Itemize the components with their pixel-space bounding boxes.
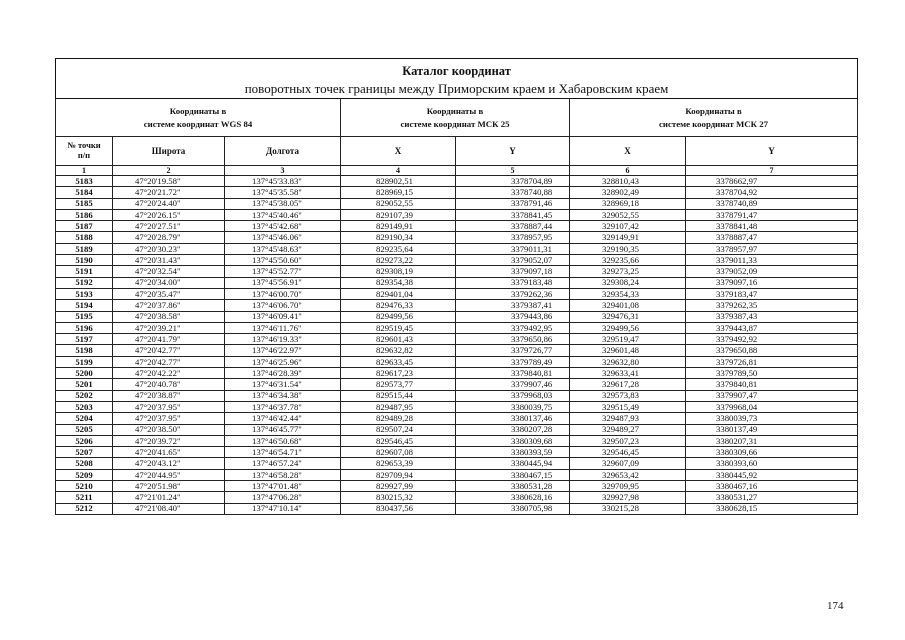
y-msk25-cell: 3379650,86	[456, 334, 570, 345]
table-row	[56, 458, 858, 469]
longitude-cell: 137°45'48.63"	[225, 243, 341, 254]
y-msk27-cell: 3378887,47	[686, 232, 858, 243]
column-number: 1	[56, 166, 113, 176]
latitude-cell: 47°20'43.12"	[113, 458, 225, 469]
x-msk27-cell: 329607,09	[570, 458, 686, 469]
table-row	[56, 401, 858, 412]
latitude-cell: 47°21'01.24"	[113, 492, 225, 503]
x-msk25-cell: 829107,39	[341, 209, 456, 220]
y-msk25-cell: 3379726,77	[456, 345, 570, 356]
x-msk25-cell: 829573,77	[341, 379, 456, 390]
longitude-cell: 137°46'00.70"	[225, 288, 341, 299]
latitude-cell: 47°20'27.51"	[113, 221, 225, 232]
y-msk25-cell: 3380309,68	[456, 435, 570, 446]
point-number-cell: 5199	[56, 356, 113, 367]
column-number-row	[56, 166, 858, 176]
y-msk27-cell: 3380039,73	[686, 413, 858, 424]
x-msk27-cell: 329354,33	[570, 288, 686, 299]
column-number: 3	[225, 166, 341, 176]
point-number-cell: 5193	[56, 288, 113, 299]
table-row	[56, 424, 858, 435]
coordinate-table	[55, 58, 858, 515]
x-msk25-cell: 829617,23	[341, 368, 456, 379]
longitude-cell: 137°46'25.96"	[225, 356, 341, 367]
latitude-cell: 47°20'51.98"	[113, 481, 225, 492]
y-msk25-cell: 3380393,59	[456, 447, 570, 458]
y-msk25-cell: 3379907,46	[456, 379, 570, 390]
longitude-cell: 137°46'58.28"	[225, 469, 341, 480]
y-msk27-cell: 3380531,27	[686, 492, 858, 503]
latitude-cell: 47°20'37.95"	[113, 401, 225, 412]
y-msk27-cell: 3379443,87	[686, 322, 858, 333]
column-header-x-msk25: X	[341, 137, 456, 166]
table-row	[56, 334, 858, 345]
point-number-cell: 5210	[56, 481, 113, 492]
x-msk25-cell: 829653,39	[341, 458, 456, 469]
latitude-cell: 47°20'26.15"	[113, 209, 225, 220]
y-msk27-cell: 3380137,49	[686, 424, 858, 435]
x-msk27-cell: 329107,42	[570, 221, 686, 232]
longitude-cell: 137°47'01.48"	[225, 481, 341, 492]
column-header-lat: Широта	[113, 137, 225, 166]
y-msk25-cell: 3378704,89	[456, 176, 570, 187]
table-title-cell	[56, 59, 858, 99]
x-msk27-cell: 329632,80	[570, 356, 686, 367]
x-msk27-cell: 330215,28	[570, 503, 686, 514]
table-row	[56, 176, 858, 187]
y-msk25-cell: 3380207,28	[456, 424, 570, 435]
longitude-cell: 137°46'09.41"	[225, 311, 341, 322]
x-msk25-cell: 829354,38	[341, 277, 456, 288]
point-number-cell: 5198	[56, 345, 113, 356]
latitude-cell: 47°20'39.72"	[113, 435, 225, 446]
point-number-cell: 5197	[56, 334, 113, 345]
point-number-cell: 5183	[56, 176, 113, 187]
longitude-cell: 137°46'50.68"	[225, 435, 341, 446]
longitude-cell: 137°45'38.05"	[225, 198, 341, 209]
catalog-title: Каталог координат	[402, 64, 511, 79]
table-row	[56, 198, 858, 209]
group-header-msk25: Координаты в системе координат МСК 25	[341, 99, 570, 137]
longitude-cell: 137°46'11.76"	[225, 322, 341, 333]
y-msk25-cell: 3379097,18	[456, 266, 570, 277]
longitude-cell: 137°45'50.60"	[225, 255, 341, 266]
x-msk27-cell: 329617,28	[570, 379, 686, 390]
longitude-cell: 137°46'57.24"	[225, 458, 341, 469]
longitude-cell: 137°45'33.83"	[225, 176, 341, 187]
x-msk27-cell: 329515,49	[570, 401, 686, 412]
y-msk25-cell: 3378957,95	[456, 232, 570, 243]
y-msk27-cell: 3379387,43	[686, 311, 858, 322]
x-msk25-cell: 828969,15	[341, 187, 456, 198]
table-row	[56, 492, 858, 503]
point-number-cell: 5208	[56, 458, 113, 469]
longitude-cell: 137°46'28.39"	[225, 368, 341, 379]
table-row	[56, 232, 858, 243]
table-row	[56, 243, 858, 254]
point-number-cell: 5188	[56, 232, 113, 243]
y-msk25-cell: 3378841,45	[456, 209, 570, 220]
y-msk25-cell: 3380137,46	[456, 413, 570, 424]
latitude-cell: 47°20'44.95"	[113, 469, 225, 480]
x-msk27-cell: 329709,95	[570, 481, 686, 492]
latitude-cell: 47°20'32.54"	[113, 266, 225, 277]
y-msk27-cell: 3379650,88	[686, 345, 858, 356]
table-row	[56, 390, 858, 401]
x-msk25-cell: 829709,94	[341, 469, 456, 480]
latitude-cell: 47°20'35.47"	[113, 288, 225, 299]
latitude-cell: 47°20'37.86"	[113, 300, 225, 311]
x-msk25-cell: 829190,34	[341, 232, 456, 243]
y-msk27-cell: 3379789,50	[686, 368, 858, 379]
point-number-cell: 5203	[56, 401, 113, 412]
longitude-cell: 137°46'19.33"	[225, 334, 341, 345]
x-msk27-cell: 329190,35	[570, 243, 686, 254]
x-msk25-cell: 829507,24	[341, 424, 456, 435]
latitude-cell: 47°20'34.00"	[113, 277, 225, 288]
table-row	[56, 209, 858, 220]
column-header-point: № точки п/п	[56, 137, 113, 166]
point-number-cell: 5192	[56, 277, 113, 288]
y-msk27-cell: 3379097,16	[686, 277, 858, 288]
x-msk27-cell: 329653,42	[570, 469, 686, 480]
y-msk25-cell: 3380039,75	[456, 401, 570, 412]
y-msk25-cell: 3380705,98	[456, 503, 570, 514]
column-number: 6	[570, 166, 686, 176]
x-msk27-cell: 329546,45	[570, 447, 686, 458]
longitude-cell: 137°47'10.14"	[225, 503, 341, 514]
latitude-cell: 47°20'24.40"	[113, 198, 225, 209]
x-msk27-cell: 329489,27	[570, 424, 686, 435]
latitude-cell: 47°20'38.87"	[113, 390, 225, 401]
x-msk27-cell: 329052,55	[570, 209, 686, 220]
table-row	[56, 503, 858, 514]
x-msk25-cell: 829519,45	[341, 322, 456, 333]
point-number-cell: 5207	[56, 447, 113, 458]
column-header-x-msk27: X	[570, 137, 686, 166]
y-msk25-cell: 3379789,49	[456, 356, 570, 367]
x-msk27-cell: 329235,66	[570, 255, 686, 266]
y-msk25-cell: 3379262,36	[456, 288, 570, 299]
column-header-y-msk27: Y	[686, 137, 858, 166]
y-msk27-cell: 3379052,09	[686, 266, 858, 277]
y-msk27-cell: 3378704,92	[686, 187, 858, 198]
x-msk27-cell: 329633,41	[570, 368, 686, 379]
point-number-cell: 5194	[56, 300, 113, 311]
x-msk27-cell: 329573,83	[570, 390, 686, 401]
table-row	[56, 277, 858, 288]
table-row	[56, 435, 858, 446]
table-row	[56, 481, 858, 492]
point-number-cell: 5204	[56, 413, 113, 424]
group-header-wgs84: Координаты в системе координат WGS 84	[56, 99, 341, 137]
y-msk27-cell: 3379011,33	[686, 255, 858, 266]
point-number-cell: 5189	[56, 243, 113, 254]
longitude-cell: 137°46'37.78"	[225, 401, 341, 412]
x-msk27-cell: 328810,43	[570, 176, 686, 187]
table-row	[56, 288, 858, 299]
y-msk27-cell: 3379183,47	[686, 288, 858, 299]
y-msk27-cell: 3380467,16	[686, 481, 858, 492]
point-number-cell: 5195	[56, 311, 113, 322]
latitude-cell: 47°20'42.22"	[113, 368, 225, 379]
longitude-cell: 137°46'06.70"	[225, 300, 341, 311]
point-number-cell: 5202	[56, 390, 113, 401]
x-msk25-cell: 829633,45	[341, 356, 456, 367]
point-number-cell: 5212	[56, 503, 113, 514]
x-msk25-cell: 829235,64	[341, 243, 456, 254]
group-header-msk27: Координаты в системе координат МСК 27	[570, 99, 858, 137]
coordinate-catalog-sheet	[55, 58, 857, 515]
table-row	[56, 345, 858, 356]
x-msk27-cell: 329476,31	[570, 311, 686, 322]
column-number: 5	[456, 166, 570, 176]
latitude-cell: 47°20'41.65"	[113, 447, 225, 458]
longitude-cell: 137°46'34.38"	[225, 390, 341, 401]
table-row	[56, 447, 858, 458]
x-msk27-cell: 329308,24	[570, 277, 686, 288]
y-msk27-cell: 3379726,81	[686, 356, 858, 367]
x-msk27-cell: 329927,98	[570, 492, 686, 503]
longitude-cell: 137°45'46.06"	[225, 232, 341, 243]
x-msk25-cell: 829515,44	[341, 390, 456, 401]
point-number-cell: 5185	[56, 198, 113, 209]
latitude-cell: 47°20'19.58"	[113, 176, 225, 187]
column-header-lon: Долгота	[225, 137, 341, 166]
y-msk27-cell: 3379907,47	[686, 390, 858, 401]
point-number-cell: 5191	[56, 266, 113, 277]
latitude-cell: 47°20'31.43"	[113, 255, 225, 266]
y-msk25-cell: 3379052,07	[456, 255, 570, 266]
y-msk25-cell: 3379492,95	[456, 322, 570, 333]
y-msk25-cell: 3378887,44	[456, 221, 570, 232]
latitude-cell: 47°20'37.95"	[113, 413, 225, 424]
y-msk25-cell: 3379968,03	[456, 390, 570, 401]
table-row	[56, 413, 858, 424]
catalog-subtitle: поворотных точек границы между Приморским краем и Хабаровским краем	[244, 80, 669, 96]
y-msk27-cell: 3380393,60	[686, 458, 858, 469]
x-msk25-cell: 830437,56	[341, 503, 456, 514]
longitude-cell: 137°45'42.68"	[225, 221, 341, 232]
x-msk25-cell: 829499,56	[341, 311, 456, 322]
table-row	[56, 368, 858, 379]
y-msk25-cell: 3379011,31	[456, 243, 570, 254]
y-msk25-cell: 3378791,46	[456, 198, 570, 209]
y-msk25-cell: 3380445,94	[456, 458, 570, 469]
table-row	[56, 255, 858, 266]
column-number: 4	[341, 166, 456, 176]
x-msk27-cell: 328902,49	[570, 187, 686, 198]
x-msk25-cell: 829308,19	[341, 266, 456, 277]
point-number-cell: 5201	[56, 379, 113, 390]
longitude-cell: 137°45'56.91"	[225, 277, 341, 288]
table-row	[56, 322, 858, 333]
point-number-cell: 5211	[56, 492, 113, 503]
x-msk25-cell: 829632,82	[341, 345, 456, 356]
latitude-cell: 47°20'39.21"	[113, 322, 225, 333]
table-row	[56, 221, 858, 232]
x-msk25-cell: 829927,99	[341, 481, 456, 492]
longitude-cell: 137°47'06.28"	[225, 492, 341, 503]
x-msk25-cell: 830215,32	[341, 492, 456, 503]
page-number: 174	[827, 600, 844, 612]
y-msk27-cell: 3379262,35	[686, 300, 858, 311]
x-msk25-cell: 829052,55	[341, 198, 456, 209]
y-msk25-cell: 3379183,48	[456, 277, 570, 288]
y-msk27-cell: 3378662,97	[686, 176, 858, 187]
table-row	[56, 266, 858, 277]
longitude-cell: 137°45'35.58"	[225, 187, 341, 198]
longitude-cell: 137°45'40.46"	[225, 209, 341, 220]
longitude-cell: 137°45'52.77"	[225, 266, 341, 277]
x-msk27-cell: 329487,93	[570, 413, 686, 424]
latitude-cell: 47°20'42.77"	[113, 356, 225, 367]
x-msk25-cell: 829273,22	[341, 255, 456, 266]
x-msk27-cell: 329273,25	[570, 266, 686, 277]
x-msk27-cell: 329601,48	[570, 345, 686, 356]
table-row	[56, 311, 858, 322]
longitude-cell: 137°46'45.77"	[225, 424, 341, 435]
table-row	[56, 187, 858, 198]
x-msk25-cell: 829601,43	[341, 334, 456, 345]
point-number-cell: 5190	[56, 255, 113, 266]
table-body	[56, 176, 858, 515]
point-number-cell: 5205	[56, 424, 113, 435]
x-msk25-cell: 829476,33	[341, 300, 456, 311]
table-row	[56, 356, 858, 367]
x-msk25-cell: 829607,08	[341, 447, 456, 458]
y-msk25-cell: 3379387,41	[456, 300, 570, 311]
x-msk25-cell: 828902,51	[341, 176, 456, 187]
y-msk27-cell: 3380445,92	[686, 469, 858, 480]
y-msk25-cell: 3379443,86	[456, 311, 570, 322]
x-msk25-cell: 829149,91	[341, 221, 456, 232]
x-msk27-cell: 329519,47	[570, 334, 686, 345]
table-row	[56, 379, 858, 390]
point-number-cell: 5184	[56, 187, 113, 198]
table-row	[56, 469, 858, 480]
y-msk25-cell: 3380531,28	[456, 481, 570, 492]
point-number-cell: 5200	[56, 368, 113, 379]
longitude-cell: 137°46'42.44"	[225, 413, 341, 424]
y-msk27-cell: 3378841,48	[686, 221, 858, 232]
longitude-cell: 137°46'22.97"	[225, 345, 341, 356]
x-msk25-cell: 829487,95	[341, 401, 456, 412]
y-msk27-cell: 3380309,66	[686, 447, 858, 458]
y-msk25-cell: 3378740,88	[456, 187, 570, 198]
x-msk27-cell: 328969,18	[570, 198, 686, 209]
column-number: 2	[113, 166, 225, 176]
y-msk27-cell: 3380207,31	[686, 435, 858, 446]
point-number-cell: 5196	[56, 322, 113, 333]
latitude-cell: 47°21'08.40"	[113, 503, 225, 514]
point-number-cell: 5209	[56, 469, 113, 480]
x-msk27-cell: 329507,23	[570, 435, 686, 446]
latitude-cell: 47°20'28.79"	[113, 232, 225, 243]
point-number-cell: 5186	[56, 209, 113, 220]
x-msk25-cell: 829489,28	[341, 413, 456, 424]
x-msk27-cell: 329499,56	[570, 322, 686, 333]
latitude-cell: 47°20'38.58"	[113, 311, 225, 322]
y-msk27-cell: 3378740,89	[686, 198, 858, 209]
y-msk27-cell: 3379840,81	[686, 379, 858, 390]
y-msk27-cell: 3379968,04	[686, 401, 858, 412]
latitude-cell: 47°20'38.50"	[113, 424, 225, 435]
y-msk27-cell: 3380628,15	[686, 503, 858, 514]
longitude-cell: 137°46'54.71"	[225, 447, 341, 458]
latitude-cell: 47°20'30.23"	[113, 243, 225, 254]
x-msk25-cell: 829401,04	[341, 288, 456, 299]
latitude-cell: 47°20'40.78"	[113, 379, 225, 390]
longitude-cell: 137°46'31.54"	[225, 379, 341, 390]
point-number-cell: 5187	[56, 221, 113, 232]
y-msk27-cell: 3379492,92	[686, 334, 858, 345]
table-row	[56, 300, 858, 311]
y-msk25-cell: 3380628,16	[456, 492, 570, 503]
latitude-cell: 47°20'21.72"	[113, 187, 225, 198]
point-number-cell: 5206	[56, 435, 113, 446]
x-msk27-cell: 329149,91	[570, 232, 686, 243]
y-msk27-cell: 3378957,97	[686, 243, 858, 254]
column-header-y-msk25: Y	[456, 137, 570, 166]
latitude-cell: 47°20'41.79"	[113, 334, 225, 345]
y-msk25-cell: 3379840,81	[456, 368, 570, 379]
column-number: 7	[686, 166, 858, 176]
y-msk27-cell: 3378791,47	[686, 209, 858, 220]
latitude-cell: 47°20'42.77"	[113, 345, 225, 356]
x-msk27-cell: 329401,08	[570, 300, 686, 311]
y-msk25-cell: 3380467,15	[456, 469, 570, 480]
x-msk25-cell: 829546,45	[341, 435, 456, 446]
